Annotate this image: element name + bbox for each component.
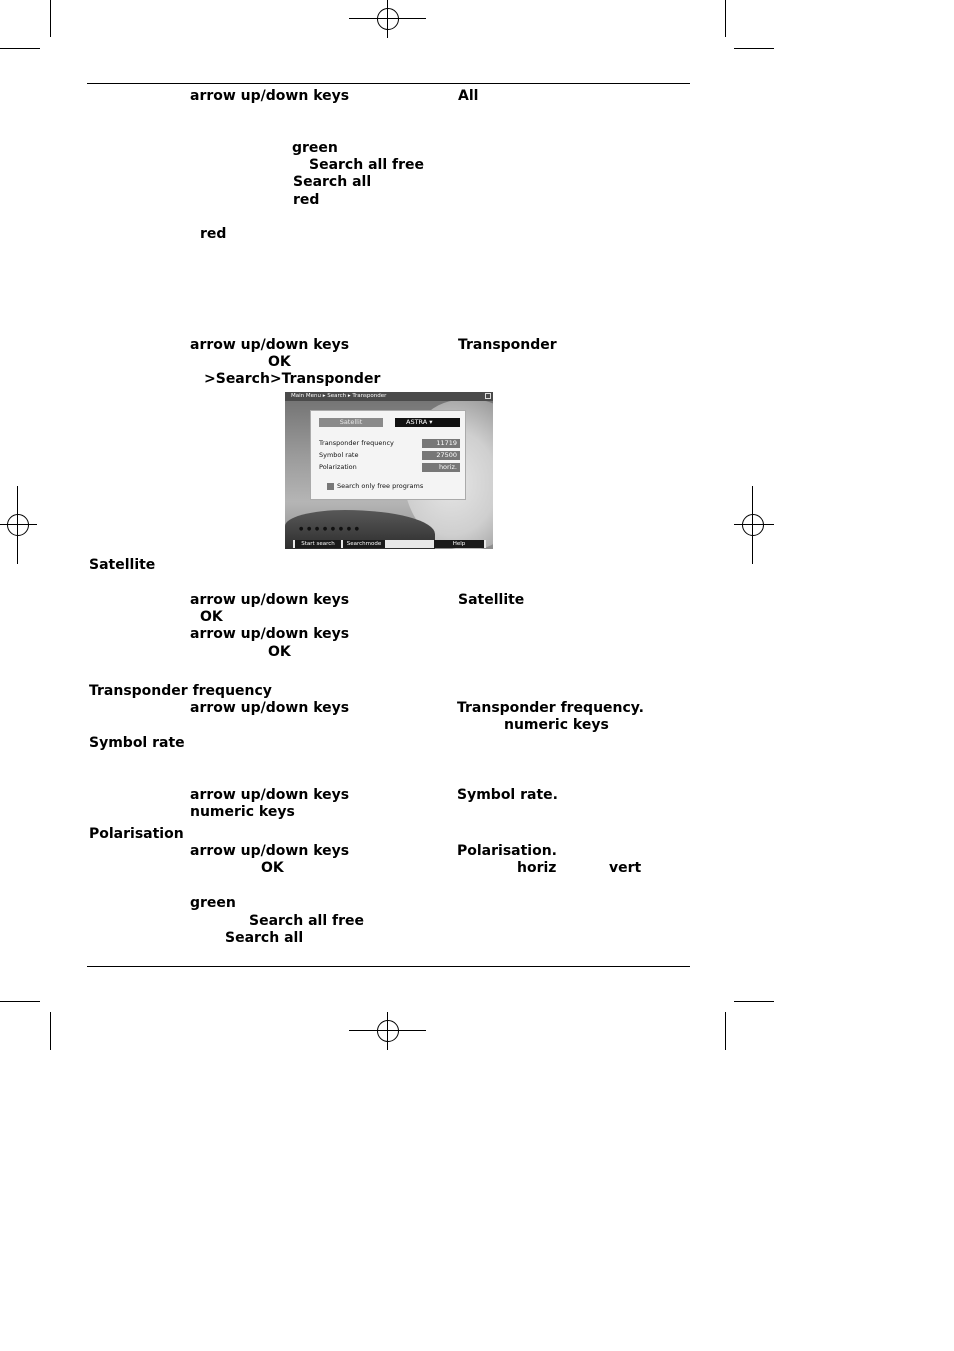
registration-mark-top xyxy=(387,0,388,38)
crop-mark xyxy=(50,0,51,37)
text-line-l26: Polarisation xyxy=(89,826,184,842)
text-line-l31: vert xyxy=(609,860,642,876)
text-line-l05: Search all xyxy=(293,174,372,190)
text-line-l09: Transponder xyxy=(458,337,557,353)
footer-rule xyxy=(87,966,690,967)
text-line-l24: Symbol rate. xyxy=(457,787,558,803)
text-line-l11: >Search>Transponder xyxy=(204,371,381,387)
tv-footer-bar xyxy=(293,540,486,548)
symbol-rate-value[interactable]: 27500 xyxy=(422,451,460,460)
text-line-l01: arrow up/down keys xyxy=(190,88,350,104)
text-line-l03: green xyxy=(292,140,338,156)
text-line-l13: arrow up/down keys xyxy=(190,592,350,608)
crop-mark xyxy=(0,1001,40,1002)
text-line-l30: horiz xyxy=(517,860,557,876)
registration-mark-right xyxy=(742,514,764,536)
satellite-select[interactable]: ASTRA ▾ xyxy=(395,418,460,427)
help-button[interactable]: Help xyxy=(434,540,484,548)
remote-key-icons: ● ● ● ● ● ● ● ● xyxy=(299,526,361,532)
registration-mark-bottom xyxy=(387,1012,388,1050)
text-line-l02: All xyxy=(458,88,479,104)
tv-breadcrumb: Main Menu ▸ Search ▸ Transponder xyxy=(285,392,493,401)
text-line-l25: numeric keys xyxy=(190,804,295,820)
text-line-l08: arrow up/down keys xyxy=(190,337,350,353)
text-line-l34: Search all xyxy=(225,930,304,946)
crop-mark xyxy=(734,48,774,49)
frequency-label: Transponder frequency xyxy=(319,439,394,447)
text-line-l15: OK xyxy=(200,609,223,625)
text-line-l29: OK xyxy=(261,860,284,876)
text-line-l14: Satellite xyxy=(458,592,525,608)
frequency-value[interactable]: 11719 xyxy=(422,439,460,448)
text-line-l21: numeric keys xyxy=(504,717,609,733)
header-rule xyxy=(87,83,690,84)
polarization-value[interactable]: horiz. xyxy=(422,463,460,472)
text-line-l12: Satellite xyxy=(89,557,156,573)
registration-mark-left xyxy=(0,524,37,525)
polarization-label: Polarization xyxy=(319,463,357,471)
registration-mark-top xyxy=(377,8,399,30)
text-line-l07: red xyxy=(200,226,227,242)
text-line-l04: Search all free xyxy=(309,157,424,173)
registration-mark-bottom xyxy=(377,1020,399,1042)
text-line-l20: Transponder frequency. xyxy=(457,700,644,716)
crop-mark xyxy=(0,48,40,49)
text-line-l27: arrow up/down keys xyxy=(190,843,350,859)
text-line-l16: arrow up/down keys xyxy=(190,626,350,642)
text-line-l06: red xyxy=(293,192,320,208)
registration-mark-left xyxy=(17,486,18,564)
text-line-l22: Symbol rate xyxy=(89,735,185,751)
text-line-l33: Search all free xyxy=(249,913,364,929)
searchmode-button[interactable]: Searchmode xyxy=(343,540,385,548)
text-line-l19: arrow up/down keys xyxy=(190,700,350,716)
transponder-dialog xyxy=(310,410,466,500)
text-line-l32: green xyxy=(190,895,236,911)
start-search-button[interactable]: Start search xyxy=(295,540,341,548)
text-line-l17: OK xyxy=(268,644,291,660)
crop-mark xyxy=(50,1012,51,1050)
text-line-l23: arrow up/down keys xyxy=(190,787,350,803)
text-line-l28: Polarisation. xyxy=(457,843,558,859)
window-icon xyxy=(485,393,491,399)
free-programs-label: Search only free programs xyxy=(337,482,424,490)
crop-mark xyxy=(725,0,726,37)
free-programs-checkbox[interactable] xyxy=(327,483,334,490)
text-line-l18: Transponder frequency xyxy=(89,683,272,699)
crop-mark xyxy=(734,1001,774,1002)
registration-mark-left xyxy=(7,514,29,536)
symbol-rate-label: Symbol rate xyxy=(319,451,359,459)
satellite-label: Satellit xyxy=(319,418,383,427)
crop-mark xyxy=(725,1012,726,1050)
tv-menu-screenshot xyxy=(285,392,493,549)
text-line-l10: OK xyxy=(268,354,291,370)
registration-mark-right xyxy=(734,524,774,525)
registration-mark-right xyxy=(752,486,753,564)
